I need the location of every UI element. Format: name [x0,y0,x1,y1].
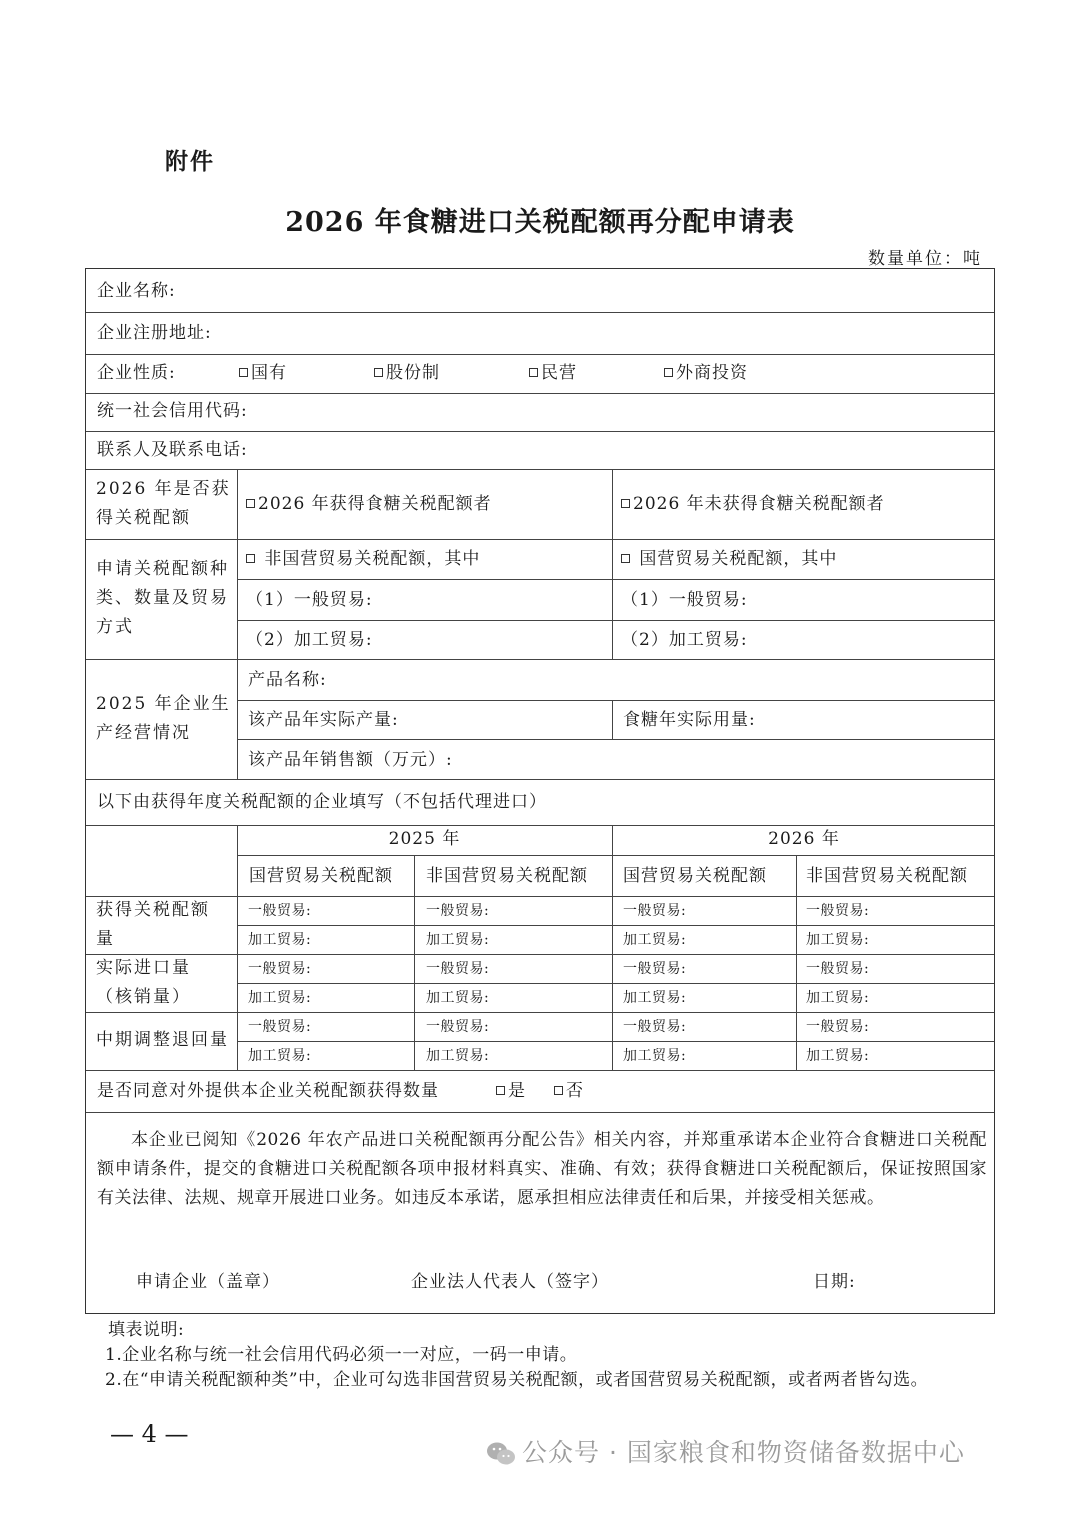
checkbox-icon [239,368,248,377]
cell-general[interactable]: 一般贸易: [806,903,870,919]
state-quota-option[interactable]: 国营贸易关税配额，其中 [621,548,837,570]
applicant-seal-label: 申请企业（盖章） [136,1272,280,1292]
document-title: 2026 年食糖进口关税配额再分配申请表 [285,207,795,238]
credit-code-field[interactable]: 统一社会信用代码: [97,401,248,421]
annual-sales-field[interactable]: 该产品年销售额（万元）: [248,750,453,770]
cell-processing[interactable]: 加工贸易: [806,1048,870,1064]
unit-note: 数量单位：吨 [868,249,982,269]
apply-label: 申请关税配额种类、数量及贸易方式 [96,559,229,637]
checkbox-icon [664,368,673,377]
appendix-label: 附件 [165,149,215,175]
quota-2026-no-option[interactable]: 2026 年未获得食糖关税配额者 [621,493,885,515]
col-2026-non-state: 非国营贸易关税配额 [806,866,968,886]
consent-question: 是否同意对外提供本企业关税配额获得数量 [97,1081,439,1101]
cell-processing[interactable]: 加工贸易: [623,1048,687,1064]
product-name-field[interactable]: 产品名称: [248,670,327,690]
annual-output-field[interactable]: 该产品年实际产量: [248,710,399,730]
instruction-item: 1.企业名称与统一社会信用代码必须一一对应，一码一申请。 [105,1345,578,1365]
state-processing-field[interactable]: （2）加工贸易: [621,630,748,650]
wechat-icon [486,1441,516,1467]
application-form [85,268,995,1314]
cell-processing[interactable]: 加工贸易: [248,1048,312,1064]
watermark: 公众号 · 国家粮食和物资储备数据中心 [486,1433,965,1469]
pledge-text: 本企业已阅知《2026 年农产品进口关税配额再分配公告》相关内容，并郑重承诺本企业符合食糖进口关税配额申请条件，提交的食糖进口关税配额各项申报材料真实、准确、有效；获得食糖进口关税配额后，保证按照国家有关法律、法规、规章开展进口业务。如违反本承诺，愿承担相应法律责任和后果，并接受相关惩戒。 [97,1130,987,1208]
checkbox-icon [246,554,255,563]
consent-no-option[interactable]: 否 [554,1080,584,1102]
cell-processing[interactable]: 加工贸易: [806,932,870,948]
non-state-quota-option[interactable]: 非国营贸易关税配额，其中 [246,548,480,570]
checkbox-icon [621,499,630,508]
company-name-field[interactable]: 企业名称: [97,281,176,301]
cell-processing[interactable]: 加工贸易: [806,990,870,1006]
cell-processing[interactable]: 加工贸易: [426,1048,490,1064]
cell-general[interactable]: 一般贸易: [426,961,490,977]
cell-processing[interactable]: 加工贸易: [623,932,687,948]
cell-general[interactable]: 一般贸易: [248,903,312,919]
cell-processing[interactable]: 加工贸易: [248,990,312,1006]
checkbox-icon [374,368,383,377]
date-field[interactable]: 日期: [813,1272,856,1292]
row-midterm-return: 中期调整退回量 [96,1030,229,1050]
company-address-field[interactable]: 企业注册地址: [97,323,212,343]
col-2026-state: 国营贸易关税配额 [623,866,767,886]
cell-general[interactable]: 一般贸易: [623,1019,687,1035]
cell-general[interactable]: 一般贸易: [426,903,490,919]
page-number: — 4 — [110,1420,189,1448]
year-2025-header: 2025 年 [388,829,461,849]
checkbox-icon [554,1086,563,1095]
row-actual-import: 实际进口量（核销量） [96,958,191,1007]
consent-yes-option[interactable]: 是 [496,1080,526,1102]
col-2025-state: 国营贸易关税配额 [249,866,393,886]
nature-option-foreign[interactable]: 外商投资 [664,362,748,384]
legal-rep-signature-label: 企业法人代表人（签字） [411,1272,609,1292]
cell-general[interactable]: 一般贸易: [806,1019,870,1035]
fill-instructions [105,1318,929,1393]
instruction-item: 2.在“申请关税配额种类”中，企业可勾选非国营贸易关税配额，或者国营贸易关税配额，或者两者皆勾选。 [105,1370,929,1390]
checkbox-icon [621,554,630,563]
state-general-field[interactable]: （1）一般贸易: [621,590,748,610]
row-obtained-quota: 获得关税配额量 [96,900,210,949]
quota-2026-yes-option[interactable]: 2026 年获得食糖关税配额者 [246,493,492,515]
cell-processing[interactable]: 加工贸易: [426,932,490,948]
contact-field[interactable]: 联系人及联系电话: [97,440,248,460]
cell-general[interactable]: 一般贸易: [248,1019,312,1035]
year-2026-header: 2026 年 [768,829,840,849]
cell-general[interactable]: 一般贸易: [248,961,312,977]
non-state-general-field[interactable]: （1）一般贸易: [246,590,373,610]
checkbox-icon [496,1086,505,1095]
cell-general[interactable]: 一般贸易: [623,961,687,977]
cell-general[interactable]: 一般贸易: [426,1019,490,1035]
cell-processing[interactable]: 加工贸易: [248,932,312,948]
nature-option-joint-stock[interactable]: 股份制 [374,362,440,384]
non-state-processing-field[interactable]: （2）加工贸易: [246,630,373,650]
col-2025-non-state: 非国营贸易关税配额 [426,866,588,886]
nature-option-private[interactable]: 民营 [529,362,577,384]
instructions-heading: 填表说明: [108,1320,185,1340]
checkbox-icon [529,368,538,377]
cell-general[interactable]: 一般贸易: [623,903,687,919]
quota-2026-label: 2026 年是否获得关税配额 [96,479,231,528]
cell-general[interactable]: 一般贸易: [806,961,870,977]
checkbox-icon [246,499,255,508]
cell-processing[interactable]: 加工贸易: [426,990,490,1006]
sugar-usage-field[interactable]: 食糖年实际用量: [623,710,756,730]
nature-option-state[interactable]: 国有 [239,362,287,384]
company-nature-label: 企业性质: [97,363,176,383]
filled-by-note: 以下由获得年度关税配额的企业填写（不包括代理进口） [97,792,547,812]
operation-2025-label: 2025 年企业生产经营情况 [96,694,231,743]
cell-processing[interactable]: 加工贸易: [623,990,687,1006]
